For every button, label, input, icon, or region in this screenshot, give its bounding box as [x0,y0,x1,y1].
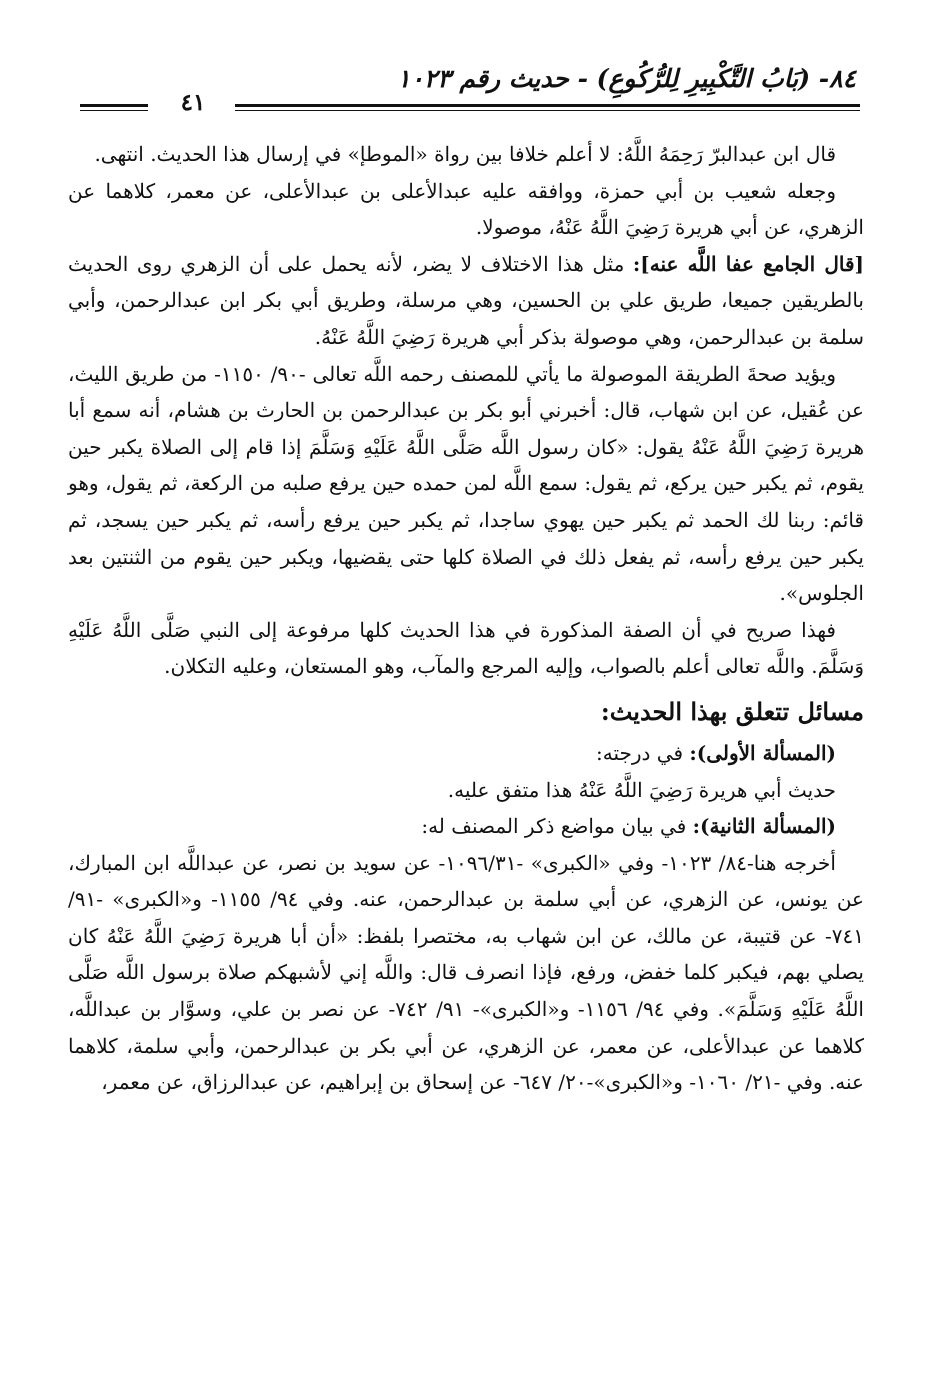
issue-2-body: أخرجه هنا-٨٤/ ١٠٢٣- وفي «الكبرى» -١٠٩٦/٣١- عن سويد بن نصر، عن عبداللَّه ابن المبارك، عن يونس، عن الزهري، عن أبي سلمة بن عبدالرحمن، عنه. وفي ٩٤/ ١١٥٥- و«الكبرى» -٩١/ ٧٤١- عن قتيبة، عن مالك، عن ابن شهاب به، مختصرا بلفظ: «أن أبا هريرة رَضِيَ اللَّهُ عَنْهُ كان يصلي بهم، فيكبر كلما خفض، ورفع، فإذا انصرف قال: واللَّه إني لأشبهكم صلاة برسول اللَّه صَلَّى اللَّهُ عَلَيْهِ وَسَلَّمَ». وفي ٩٤/ ١١٥٦- و«الكبرى»- ٩١/ ٧٤٢- عن نصر بن علي، وسوَّار بن عبداللَّه، كلاهما عن عبدالأعلى، عن معمر، عن الزهري، عن أبي بكر بن عبدالرحمن، وأبي سلمة، كلاهما عنه. وفي -٢١/ ١٠٦٠- و«الكبرى»-٢٠/ ٦٤٧- عن إسحاق بن إبراهيم، عن عبدالرزاق، عن معمر، [68,850,864,1095]
paragraph-5: فهذا صريح في أن الصفة المذكورة في هذا الحديث كلها مرفوعة إلى النبي صَلَّى اللَّهُ عَلَيْهِ وَسَلَّمَ. واللَّه تعالى أعلم بالصواب، وإليه المرجع والمآب، وهو المستعان، وعليه التكلان. [68,617,864,679]
paragraph-3-text: مثل هذا الاختلاف لا يضر، لأنه يحمل على أن الزهري روى الحديث بالطريقين جميعا، طريق علي بن الحسين، وهي مرسلة، وطريق أبي بكر ابن عبدالرحمن، وأبي سلمة بن عبدالرحمن، وهي موصولة بذكر أبي هريرة رَضِيَ اللَّهُ عَنْهُ. [68,251,864,349]
paragraph-2: وجعله شعيب بن أبي حمزة، ووافقه عليه عبدالأعلى بن عبدالأعلى، عن معمر، كلاهما عن الزهري، عن أبي هريرة رَضِيَ اللَّهُ عَنْهُ، موصولا. [68,178,864,240]
issue-1-lead: (المسألة الأولى): [689,740,836,765]
header-rule [235,104,860,111]
paragraph-1: قال ابن عبدالبرّ رَحِمَهُ اللَّهُ: لا أعلم خلافا بين رواة «الموطإ» في إرسال هذا الحديث. انتهى. [94,142,836,166]
issue-2-lead: (المسألة الثانية): [692,814,836,839]
paragraph-3-lead: [قال الجامع عفا اللَّه عنه]: [632,251,864,276]
issue-1-title: في درجته: [596,740,690,765]
paragraph-3 [68,246,864,356]
page-number: ٤١ [180,89,206,116]
issue-2-heading [68,808,864,845]
page-body [68,136,864,1101]
section-title: مسائل تتعلق بهذا الحديث: [600,696,864,726]
paragraph-4: ويؤيد صحةَ الطريقة الموصولة ما يأتي للمصنف رحمه اللَّه تعالى -٩٠/ ١١٥٠- من طريق الليث، عن عُقيل، عن ابن شهاب، قال: أخبرني أبو بكر بن عبدالرحمن بن الحارث بن هشام، أنه سمع أبا هريرة رَضِيَ اللَّهُ عَنْهُ يقول: «كان رسول اللَّه صَلَّى اللَّهُ عَلَيْهِ وَسَلَّمَ إذا قام إلى الصلاة يكبر حين يقوم، ثم يكبر حين يركع، ثم يقول: سمع اللَّه لمن حمده حين يرفع صلبه من الركعة، ثم يقول، وهو قائم: ربنا لك الحمد ثم يكبر حين يهوي ساجدا، ثم يكبر حين يرفع رأسه، ثم يكبر حين يسجد، ثم يكبر حين يرفع رأسه، ثم يفعل ذلك في الصلاة كلها حتى يقضيها، ويكبر حين يقوم من الثنتين بعد الجلوس». [68,361,864,606]
issue-2-title: في بيان مواضع ذكر المصنف له: [421,814,693,839]
header-rule-left [80,104,148,111]
running-header-title: ٨٤- (بَابُ التَّكْبِيرِ لِلرُّكُوعِ) - حديث رقم ١٠٢٣ [397,64,856,93]
issue-1-body: حديث أبي هريرة رَضِيَ اللَّهُ عَنْهُ هذا متفق عليه. [447,777,836,802]
issue-1-heading [68,735,864,772]
